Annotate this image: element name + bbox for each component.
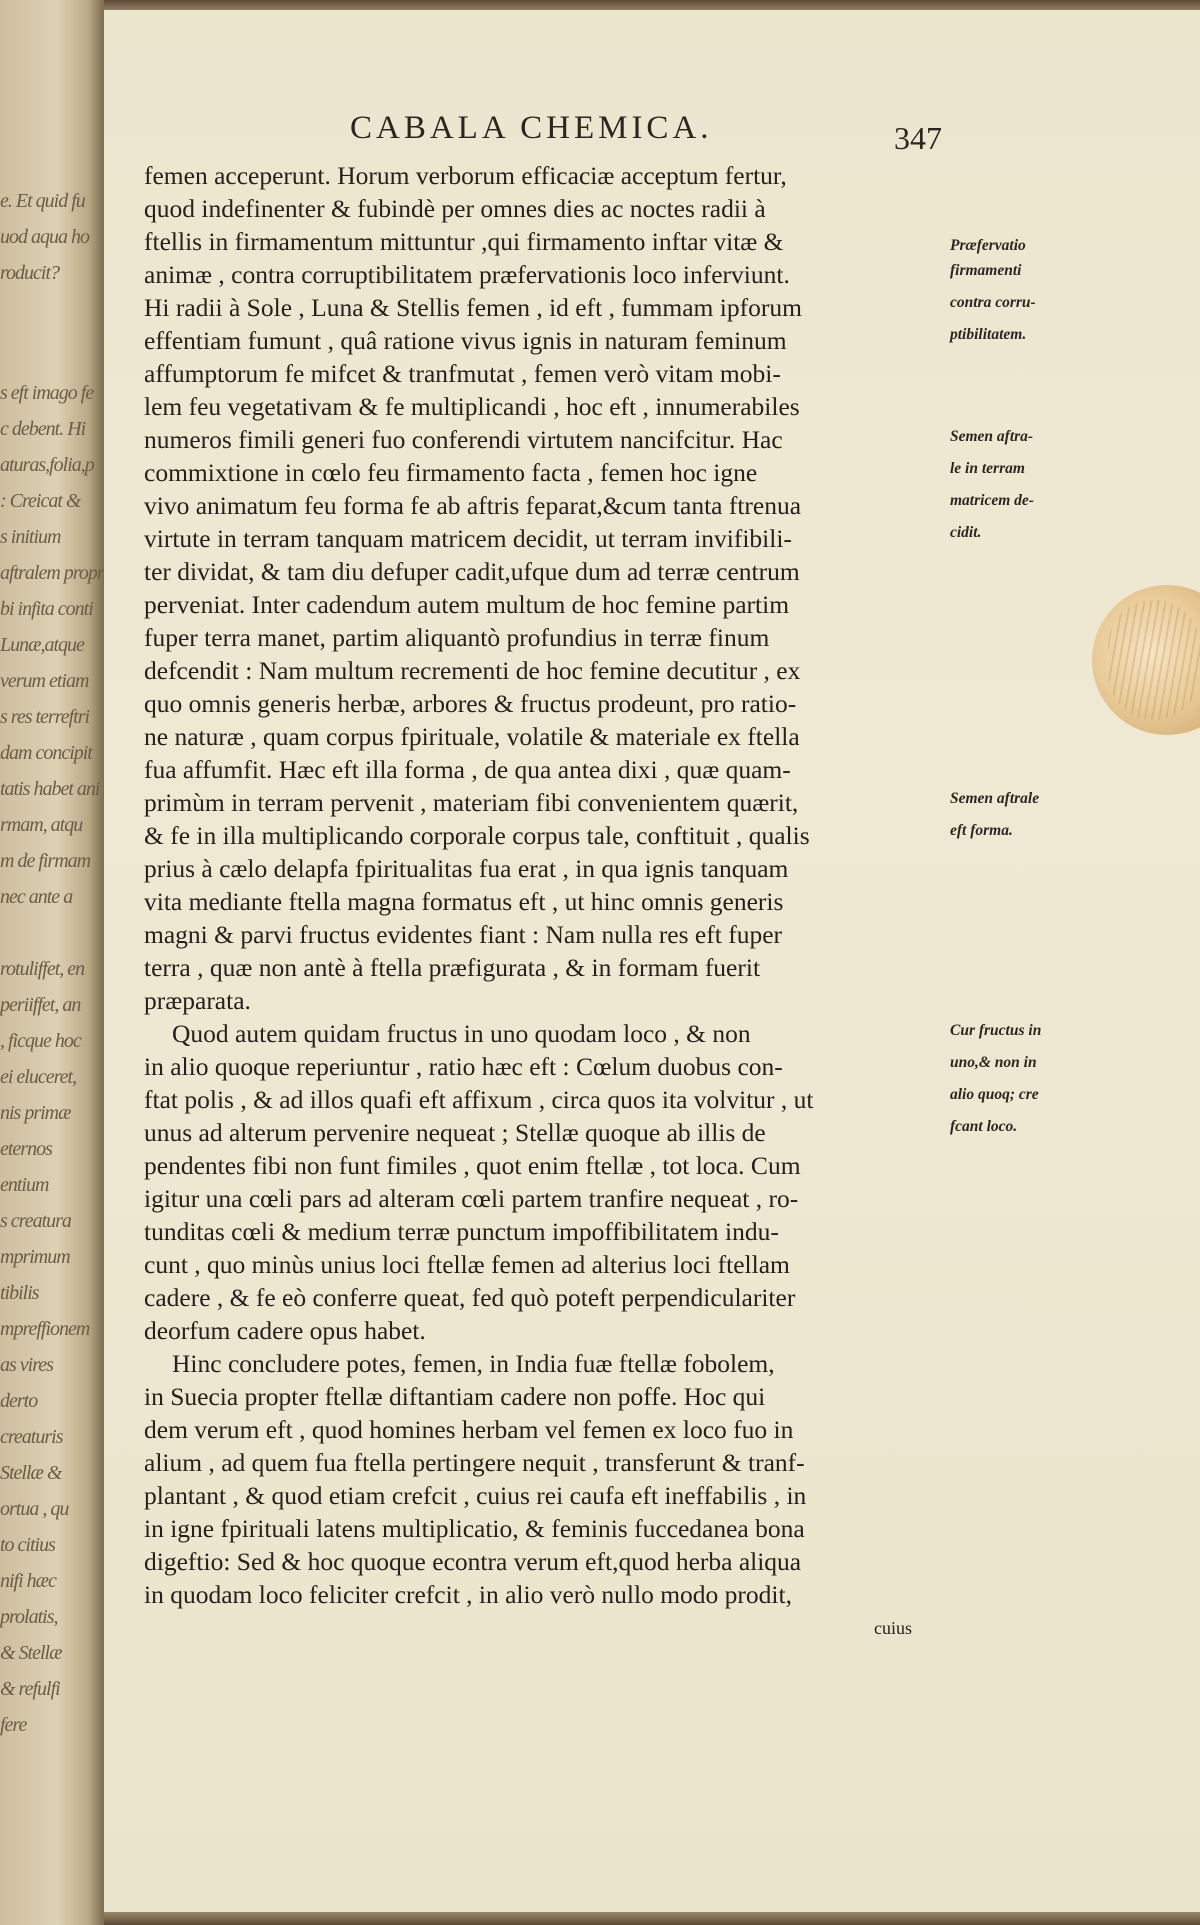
facing-page-line: prolatis, <box>0 1606 58 1628</box>
text-line: quo omnis generis herbæ, arbores & fructus prodeunt, pro ratio- <box>144 689 797 718</box>
facing-page-line: m de firmam <box>0 850 91 872</box>
text-line: ter dividat, & tam diu defuper cadit,ufque dum ad terræ centrum <box>144 557 800 586</box>
marginal-note-line: le in terram <box>950 460 1025 477</box>
text-line: animæ , contra corruptibilitatem præfervationis loco inferviunt. <box>144 260 790 289</box>
facing-page-line: c debent. Hi <box>0 418 86 440</box>
facing-page-line: nec ante a <box>0 886 73 908</box>
facing-page-line: ei eluceret, <box>0 1066 77 1088</box>
facing-page-line: derto <box>0 1390 38 1412</box>
text-line: terra , quæ non antè à ftella præfigurata , & in formam fuerit <box>144 953 761 982</box>
marginal-note-line: ptibilitatem. <box>950 326 1027 343</box>
facing-page-line: rmam, atqu <box>0 814 83 836</box>
text-line: vivo animatum feu forma fe ab aftris feparat,&cum tanta ftrenua <box>144 491 802 520</box>
text-line: primùm in terram pervenit , materiam fibi convenientem quærit, <box>144 788 799 817</box>
page-number: 347 <box>894 120 942 156</box>
facing-page-line: & refulfi <box>0 1678 60 1700</box>
text-line: femen acceperunt. Horum verborum efficaciæ acceptum fertur, <box>144 161 787 190</box>
text-line: digeftio: Sed & hoc quoque econtra verum eft,quod herba aliqua <box>144 1547 802 1576</box>
book-page <box>104 0 1200 1925</box>
facing-page-line: Stellæ & <box>0 1462 62 1484</box>
facing-page-line: to citius <box>0 1534 55 1556</box>
facing-page-line: ortua , qu <box>0 1498 69 1520</box>
text-line: affumptorum fe mifcet & tranfmutat , femen verò vitam mobi- <box>144 359 781 388</box>
facing-page-line: mprimum <box>0 1246 70 1268</box>
text-line: in alio quoque reperiuntur , ratio hæc eft : Cœlum duobus con- <box>144 1052 783 1081</box>
marginal-note-line: matricem de- <box>950 492 1034 509</box>
text-line: lem feu vegetativam & fe multiplicandi , hoc eft , innumerabiles <box>144 392 800 421</box>
catchword: cuius <box>874 1618 912 1638</box>
marginal-note-line: firmamenti <box>950 262 1022 279</box>
facing-page-line: e. Et quid fu <box>0 190 85 212</box>
marginal-note-line: cidit. <box>950 524 982 541</box>
brush-bristles <box>1108 600 1200 720</box>
facing-page-line: eternos <box>0 1138 52 1160</box>
facing-page-line: periiffet, an <box>0 994 81 1016</box>
text-line: igitur una cœli pars ad alteram cœli partem tranfire nequeat , ro- <box>144 1184 799 1213</box>
marginal-note-line: eft forma. <box>950 822 1013 839</box>
facing-page-line: tatis habet ani <box>0 778 100 800</box>
text-line: unus ad alterum pervenire nequeat ; Stellæ quoque ab illis de <box>144 1118 766 1147</box>
text-line: ftellis in firmamentum mittuntur ,qui firmamento inftar vitæ & <box>144 227 784 256</box>
facing-page-line: s res terreftri <box>0 706 90 728</box>
facing-page-line: : Creicat & <box>0 490 81 512</box>
facing-page-line: tibilis <box>0 1282 39 1304</box>
facing-page-line: Lunæ,atque <box>0 634 84 656</box>
facing-page-line: aftralem propr <box>0 562 104 584</box>
page-top-edge <box>104 0 1200 10</box>
marginal-note-line: fcant loco. <box>950 1118 1018 1135</box>
text-line: fua affumfit. Hæc eft illa forma , de qua antea dixi , quæ quam- <box>144 755 791 784</box>
facing-page-line: uod aqua ho <box>0 226 89 248</box>
text-line: magni & parvi fructus evidentes fiant : Nam nulla res eft fuper <box>144 920 782 949</box>
facing-page-edge <box>0 0 104 1925</box>
marginal-note-line: Cur fructus in <box>950 1022 1042 1039</box>
text-line: numeros fimili generi fuo conferendi virtutem nancifcitur. Hac <box>144 425 783 454</box>
running-head: CABALA CHEMICA. <box>350 110 713 146</box>
marginal-note-line: Semen aftrale <box>950 790 1040 807</box>
facing-page-line: fere <box>0 1714 27 1736</box>
marginal-note-line: alio quoq; cre <box>950 1086 1039 1103</box>
facing-page-line: s initium <box>0 526 61 548</box>
text-line: effentiam fumunt , quâ ratione vivus ignis in naturam feminum <box>144 326 787 355</box>
text-line: in Suecia propter ftellæ diftantiam cadere non poffe. Hoc qui <box>144 1382 766 1411</box>
facing-page-line: s creatura <box>0 1210 71 1232</box>
text-line: perveniat. Inter cadendum autem multum de hoc femine partim <box>144 590 790 619</box>
text-line: Hi radii à Sole , Luna & Stellis femen , id eft , fummam ipforum <box>144 293 802 322</box>
marginal-note-line: uno,& non in <box>950 1054 1037 1071</box>
text-line: prius à cælo delapfa fpiritualitas fua erat , in qua ignis tanquam <box>144 854 789 883</box>
facing-page-line: , ficque hoc <box>0 1030 81 1052</box>
text-line: dem verum eft , quod homines herbam vel femen ex loco fuo in <box>144 1415 794 1444</box>
text-line: virtute in terram tanquam matricem decidit, ut terram invifibili- <box>144 524 792 553</box>
text-line: cunt , quo minùs unius loci ftellæ femen ad alterius loci ftellam <box>144 1250 790 1279</box>
marginal-note-line: contra corru- <box>950 294 1036 311</box>
facing-page-line: bi infita conti <box>0 598 93 620</box>
facing-page-line: s eft imago fe <box>0 382 94 404</box>
text-line: defcendit : Nam multum recrementi de hoc femine decutitur , ex <box>144 656 801 685</box>
facing-page-line: nis primæ <box>0 1102 71 1124</box>
text-line: vita mediante ftella magna formatus eft , ut hinc omnis generis <box>144 887 784 916</box>
text-line: præparata. <box>144 986 251 1015</box>
text-line: quod indefinenter & fubindè per omnes dies ac noctes radii à <box>144 194 766 223</box>
facing-page-line: aturas,folia,p <box>0 454 94 476</box>
facing-page-line: roducit? <box>0 262 60 284</box>
facing-page-line: rotuliffet, en <box>0 958 85 980</box>
facing-page-line: mpreffionem <box>0 1318 90 1340</box>
facing-page-line: nifi hæc <box>0 1570 56 1592</box>
facing-page-line: verum etiam <box>0 670 89 692</box>
text-line: commixtione in cœlo feu firmamento facta , femen hoc igne <box>144 458 758 487</box>
facing-page-line: dam concipit <box>0 742 92 764</box>
text-line: ftat polis , & ad illos quafi eft affixum , circa quos ita volvitur , ut <box>144 1085 814 1114</box>
text-line: & fe in illa multiplicando corporale corpus tale, conftituit , qualis <box>144 821 810 850</box>
text-line: ne naturæ , quam corpus fpirituale, volatile & materiale ex ftella <box>144 722 800 751</box>
text-line: fuper terra manet, partim aliquantò profundius in terræ finum <box>144 623 770 652</box>
page-bottom-edge <box>104 1912 1200 1925</box>
text-line: in igne fpirituali latens multiplicatio, & feminis fuccedanea bona <box>144 1514 805 1543</box>
facing-page-line: as vires <box>0 1354 53 1376</box>
facing-page-line: entium <box>0 1174 49 1196</box>
text-line: tunditas cœli & medium terræ punctum impoffibilitatem indu- <box>144 1217 779 1246</box>
text-line: pendentes fibi non funt fimiles , quot enim ftellæ , tot loca. Cum <box>144 1151 801 1180</box>
text-line: deorfum cadere opus habet. <box>144 1316 426 1345</box>
marginal-note-line: Semen aftra- <box>950 428 1034 445</box>
facing-page-line: creaturis <box>0 1426 63 1448</box>
facing-page-line: & Stellæ <box>0 1642 62 1664</box>
text-line: cadere , & fe eò conferre queat, fed quò poteft perpendiculariter <box>144 1283 796 1312</box>
text-line: in quodam loco feliciter crefcit , in alio verò nullo modo prodit, <box>144 1580 792 1609</box>
text-line: plantant , & quod etiam crefcit , cuius rei caufa eft ineffabilis , in <box>144 1481 807 1510</box>
text-line: alium , ad quem fua ftella pertingere nequit , transferunt & tranf- <box>144 1448 805 1477</box>
paragraph-start-line: Quod autem quidam fructus in uno quodam loco , & non <box>172 1019 751 1048</box>
marginal-note-line: Præfervatio <box>950 237 1026 254</box>
paragraph-start-line: Hinc concludere potes, femen, in India fuæ ftellæ fobolem, <box>172 1349 775 1378</box>
